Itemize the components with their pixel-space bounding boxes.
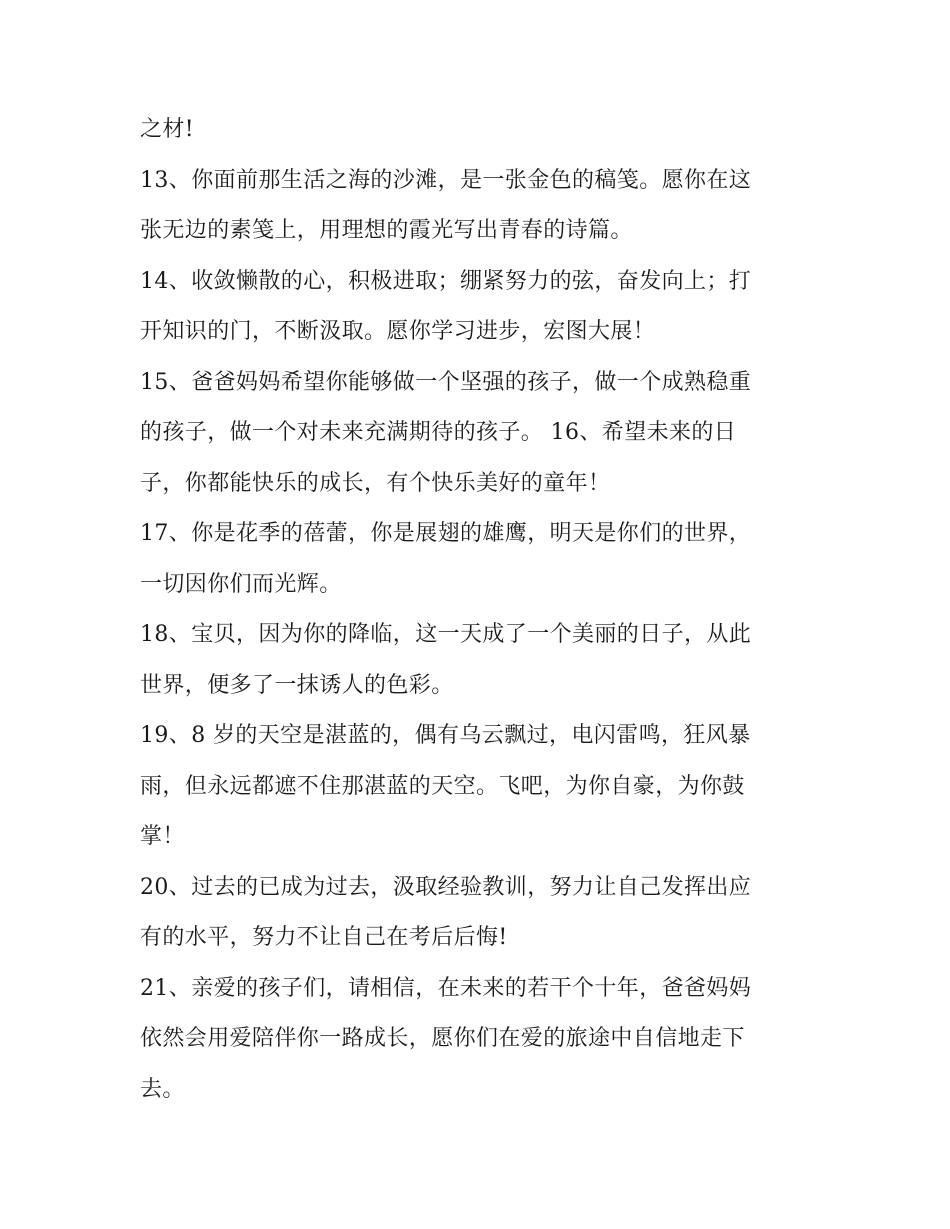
text-line: 21、亲爱的孩子们，请相信，在未来的若干个十年，爸爸妈妈 bbox=[140, 975, 752, 1001]
text-line: 的孩子，做一个对未来充满期待的孩子。 16、希望未来的日 bbox=[140, 420, 737, 445]
text-line: 13、你面前那生活之海的沙滩，是一张金色的稿笺。愿你在这 bbox=[140, 167, 752, 193]
text-line: 之材! bbox=[140, 117, 195, 142]
text-line: 19、8 岁的天空是湛蓝的，偶有乌云飘过，电闪雷鸣，狂风暴 bbox=[140, 723, 751, 748]
text-line: 去。 bbox=[140, 1076, 185, 1102]
text-line: 世界，便多了一抹诱人的色彩。 bbox=[140, 672, 454, 698]
text-line: 依然会用爱陪伴你一路成长，愿你们在爱的旅途中自信地走下 bbox=[140, 1026, 745, 1051]
document-body bbox=[140, 105, 820, 1115]
text-line: 20、过去的已成为过去，汲取经验教训，努力让自己发挥出应 bbox=[140, 874, 752, 900]
text-line: 张无边的素笺上，用理想的霞光写出青春的诗篇。 bbox=[140, 218, 633, 243]
text-line: 17、你是花季的蓓蕾，你是展翅的雄鹰，明天是你们的世界， bbox=[140, 521, 752, 546]
text-line: 掌！ bbox=[140, 824, 185, 849]
text-line: 子，你都能快乐的成长，有个快乐美好的童年！ bbox=[140, 470, 611, 496]
text-line: 18、宝贝，因为你的降临，这一天成了一个美丽的日子，从此 bbox=[140, 622, 752, 647]
text-line: 15、爸爸妈妈希望你能够做一个坚强的孩子，做一个成熟稳重 bbox=[140, 369, 752, 395]
text-line: 雨，但永远都遮不住那湛蓝的天空。飞吧，为你自豪，为你鼓 bbox=[140, 773, 745, 799]
text-line: 14、收敛懒散的心，积极进取；绷紧努力的弦，奋发向上；打 bbox=[140, 268, 752, 294]
text-line: 一切因你们而光辉。 bbox=[140, 571, 342, 597]
text-line: 有的水平，努力不让自己在考后后悔! bbox=[140, 925, 508, 950]
text-line: 开知识的门，不断汲取。愿你学习进步，宏图大展！ bbox=[140, 319, 656, 344]
